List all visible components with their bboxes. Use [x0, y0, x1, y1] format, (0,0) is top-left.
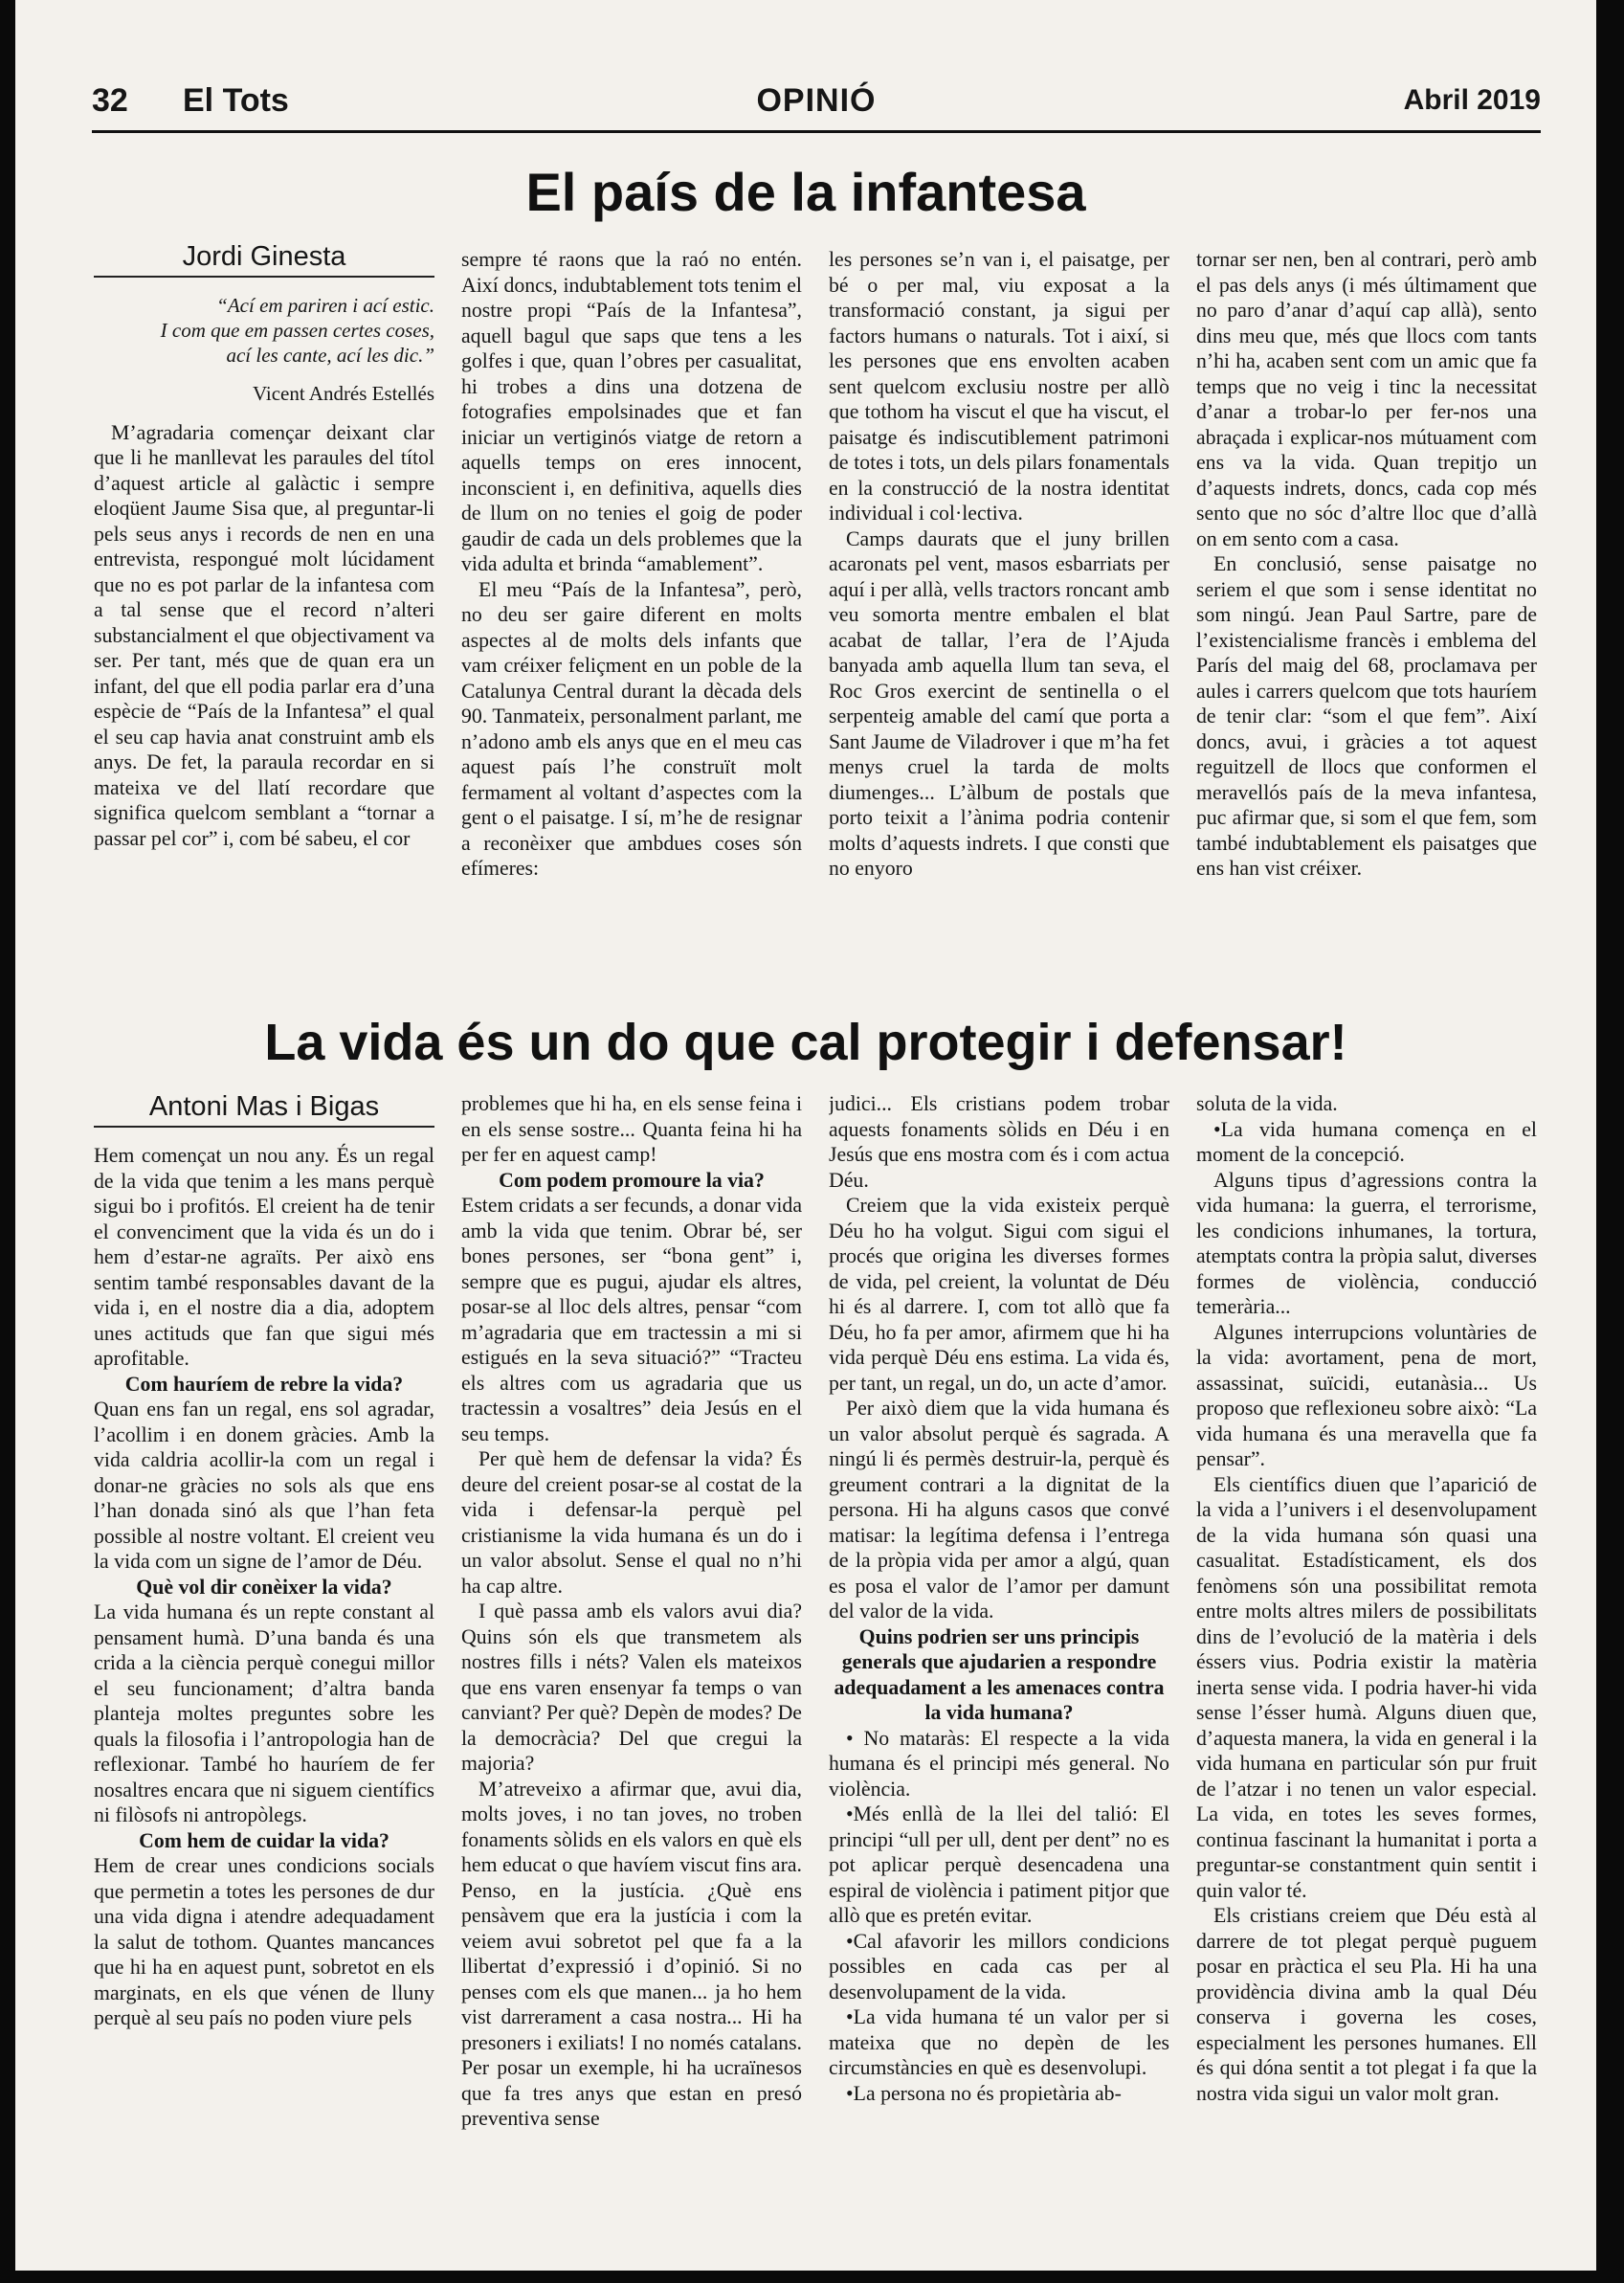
paragraph: Creiem que la vida existeix perquè Déu ho ha volgut. Sigui com sigui el procés que origina les diverses formes de vida, pel creient, la voluntat de Déu hi és al darrere. I, com tot allò que fa Déu, ho fa per amor, afirmem que hi ha vida perquè Déu ens estima. La vida és, per tant, un regal, un do, un acte d’amor. [829, 1194, 1169, 1395]
epigraph-line: “Ací em pariren i ací estic. [216, 294, 434, 317]
paragraph: tornar ser nen, ben al contrari, però amb el pas dels anys (i més últimament que no paro d’anar d’aquí cap allà), sento dins meu que, més que llocs com tants n’hi ha, acaben sent com un amic que fa temps que no veig i tinc la necessitat d’anar a trobar-lo per fer-nos una abraçada i explicar-nos mútuament com ens va la vida. Quan trepitjo un d’aquests indrets, doncs, cada cop més sento que no sóc d’altre lloc que d’allà on em sento com a casa. [1196, 248, 1537, 550]
column-body [461, 1091, 802, 2132]
epigraph-line: I com que em passen certes coses, [160, 319, 434, 342]
epigraph-author: Vicent Andrés Estellés [252, 382, 434, 405]
column-body [829, 1091, 1169, 2106]
article2-column-3 [829, 1091, 1169, 2206]
subheading: Com podem promoure la via? [499, 1168, 765, 1192]
subheading: Quins podrien ser uns principis generals que ajudarien a respondre adequadament a les amenaces contra la vida humana? [834, 1624, 1165, 1724]
paragraph: •Més enllà de la llei del talió: El principi “ull per ull, dent per dent” no es pot aplicar perquè desencadena una espiral de violència i patiment pitjor que allò que es pretén evitar. [829, 1802, 1169, 1927]
paragraph: les persones se’n van i, el paisatge, per bé o per mal, viu exposat a la transformació constant, ja sigui per factors humans o naturals. Tot i així, si les persones que ens envolten acaben sent quelcom exclusiu nostre per allò que tothom ha viscut el que ha viscut, el paisatge és indiscutiblement patrimoni de totes i tots, un dels pilars fonamentals en la construcció de la nostra identitat individual i col·lectiva. [829, 248, 1169, 525]
paragraph: Algunes interrupcions voluntàries de la vida: avortament, pena de mort, assassinat, suïcidi, eutanàsia... Us proposo que reflexioneu sobre això: “La vida humana és una meravella que fa pensar”. [1196, 1320, 1537, 1470]
paragraph: problemes que hi ha, en els sense feina i en els sense sostre... Quanta feina hi ha per fer en aquest camp! [461, 1092, 802, 1166]
paragraph: Alguns tipus d’agressions contra la vida humana: la guerra, el terrorisme, les condicions inhumanes, la tortura, atemptats contra la pròpia salut, diverses formes de violència, conducció temerària... [1196, 1168, 1537, 1318]
paragraph: Per això diem que la vida humana és un valor absolut perquè és sagrada. A ningú li és permès destruir-la, perquè és greument contrari a la dignitat de la persona. Hi ha alguns casos que convé matisar: la legítima defensa i l’entrega de la pròpia vida per amor a algú, quan es posa el valor de l’amor per damunt del valor de la vida. [829, 1397, 1169, 1623]
article2-column-2 [461, 1091, 802, 2206]
paragraph: I què passa amb els valors avui dia? Quins són els que transmetem als nostres fills i néts? Valen els mateixos que ens varen ensenyar fa temps o van canviant? Per què? Depèn de modes? De la democràcia? Del que cregui la majoria? [461, 1600, 802, 1775]
paragraph: Estem cridats a ser fecunds, a donar vida amb la vida que tenim. Obrar bé, ser bones persones, ser “bona gent” i, sempre que es pugui, ajudar els altres, posar-se al lloc dels altres, pensar “com m’agradaria que em tractessin a mi si estigués en la seva situació?” “Tracteu els altres com us agradaria que us tractessin a vosaltres” deia Jesús en el seu temps. [461, 1194, 802, 1445]
column-body [1196, 1091, 1537, 2106]
paragraph: •La persona no és propietària ab- [846, 2081, 1122, 2105]
article1-column-1 [94, 239, 434, 986]
section-name: OPINIÓ [756, 82, 877, 119]
paragraph: M’agradaria començar deixant clar que li he manllevat les paraules del títol d’aquest article al galàctic i sempre eloqüent Jaume Sisa que, al preguntar-li pels seus anys i records de nen en una entrevista, respongué molt lúcidament que no es pot parlar de la infantesa com a tal sense que el record n’alteri substancialment el que objectivament va ser. Per tant, més que de quan era un infant, del que ell podia parlar era d’una espècie de “País de la Infantesa” el qual el seu cap havia anat construint amb els anys. De fet, la paraula recordar en si mateixa ve del llatí recordare que significa quelcom semblant a “tornar a passar pel cor” i, com bé sabeu, el cor [94, 420, 434, 850]
subheading: Com hauríem de rebre la vida? [124, 1372, 404, 1396]
issue-date: Abril 2019 [1403, 84, 1541, 116]
paragraph: Hem de crear unes condicions socials que permetin a totes les persones de dur una vida digna i atendre adequadament la salut de tothom. Quantes mancances que hi ha en aquest punt, sobretot en els marginats, en els que vénen de lluny perquè al seu país no poden viure pels [94, 1854, 434, 2029]
article1-author: Jordi Ginesta [94, 239, 434, 278]
article1-column-3 [829, 247, 1169, 986]
publication-name: El Tots [183, 82, 289, 119]
subheading: Què vol dir conèixer la vida? [136, 1575, 392, 1599]
paragraph: Els científics diuen que l’aparició de la vida a l’univers i el desenvolupament de la vida humana són quasi una casualitat. Estadísticament, els dos fenòmens són una possibilitat remota entre molts altres milers de possibilitats dins de l’evolució de la matèria i dels éssers vius. Podria existir la matèria inerta sense vida. I podria haver-hi vida sense l’ésser humà. Alguns diuen que, d’aquesta manera, la vida en general i la vida humana en particular són pur fruit de l’atzar i no tenen un valor especial. La vida, en totes les seves formes, continua fascinant la humanitat i porta a preguntar-se constantment quin sentit i quin valor té. [1196, 1472, 1537, 1902]
article2-author: Antoni Mas i Bigas [94, 1089, 434, 1128]
paragraph: Hem començat un nou any. És un regal de la vida que tenim a les mans perquè sigui bo i profitós. El creient ha de tenir el convenciment que la vida és un do i hem d’estar-ne agraïts. Per això ens sentim també responsables davant de la vida i, en el nostre dia a dia, adoptem unes actituds que fan que sigui més aprofitable. [94, 1144, 434, 1370]
page-header [92, 80, 1541, 133]
paragraph: En conclusió, sense paisatge no seriem el que som i sense identitat no som ningú. Jean Paul Sartre, pare de l’existencialisme francès i emblema del París del maig del 68, proclamava per aules i carrers quelcom que tots hauríem de tenir clar: “som el que fem”. Així doncs, avui, i gràcies a tot aquest reguitzell de llocs que conformen el meravellós país de la meva infantesa, puc afirmar que, si som el que fem, som també indubtablement els paisatges que ens han vist créixer. [1196, 552, 1537, 880]
paragraph: soluta de la vida. [1196, 1092, 1338, 1115]
paragraph: • No mataràs: El respecte a la vida humana és el principi més general. No violència. [829, 1726, 1169, 1801]
paragraph: Quan ens fan un regal, ens sol agradar, l’acollim i en donem gràcies. Amb la vida caldria acollir-la com un regal i donar-ne gràcies no sols als que ens l’han donada sinó als que l’han feta possible al nostre voltant. El creient veu la vida com un signe de l’amor de Déu. [94, 1398, 434, 1573]
paragraph: •La vida humana comença en el moment de la concepció. [1196, 1117, 1537, 1166]
paragraph: judici... Els cristians podem trobar aquests fonaments sòlids en Déu i en Jesús que ens mostra com és i com actua Déu. [829, 1092, 1169, 1192]
subheading: Com hem de cuidar la vida? [139, 1828, 389, 1852]
paragraph: La vida humana és un repte constant al pensament humà. D’una banda és una crida a la ciència perquè conegui millor el seu funcionament; d’altra banda planteja moltes preguntes sobre les quals la filosofia i l’antropologia han de reflexionar. També ho hauríem de fer nosaltres encara que ni siguem científics ni filòsofs ni antropòlegs. [94, 1600, 434, 1826]
paragraph: •La vida humana té un valor per si mateixa que no depèn de les circumstàncies en què es desenvolupi. [829, 2005, 1169, 2079]
page-number: 32 [92, 82, 128, 119]
article1-title: El país de la infantesa [525, 162, 1086, 222]
paragraph: M’atreveixo a afirmar que, avui dia, molts joves, i no tan joves, no troben fonaments sòlids en els valors en què els hem educat o que havíem viscut fins ara. Penso, en la justícia. ¿Què ens pensàvem que era la justícia i com la veiem avui sobretot pel que fa a la llibertat d’expressió i d’opinió. Si no penses com els que manen... ja ho hem vist darrerament a casa nostra... Hi ha presoners i exiliats! I no només catalans. Per posar un exemple, hi ha ucraïnesos que fa tres anys que estan en presó preventiva sense [461, 1777, 802, 2130]
epigraph [94, 293, 434, 368]
paragraph: Els cristians creiem que Déu està al darrere de tot plegat perquè puguem posar en pràctica el seu Pla. Hi ha una providència divina amb la qual Déu conserva i governa les coses, especialment les persones humanes. Ell és qui dóna sentit a tot plegat i fa que la nostra vida sigui un valor molt gran. [1196, 1904, 1537, 2105]
article1-column-2 [461, 247, 802, 986]
article2-column-4 [1196, 1091, 1537, 2206]
newspaper-page [15, 0, 1596, 2271]
article2-column-1 [94, 1089, 434, 2205]
paragraph: Per què hem de defensar la vida? És deure del creient posar-se al costat de la vida i defensar-la perquè pel cristianisme la vida humana és un do i un valor absolut. Sense el qual no n’hi ha cap altre. [461, 1447, 802, 1598]
article1-column-4 [1196, 247, 1537, 986]
paragraph: Camps daurats que el juny brillen acaronats pel vent, masos esbarriats per aquí i per allà, vells tractors roncant amb veu somorta mentre embalen el blat acabat de tallar, l’era de l’Ajuda banyada amb aquella llum tan seva, el Roc Gros exercint de sentinella o el serpenteig amable del camí que porta a Sant Jaume de Viladrover i que m’ha fet menys cruel la tarda de molts diumenges... L’àlbum de postals que porto teixit a l’ànima podria contenir molts d’aquests indrets. I que consti que no enyoro [829, 526, 1169, 880]
paragraph: sempre té raons que la raó no entén. Així doncs, indubtablement tots tenim el nostre propi “País de la Infantesa”, aquell bagul que saps que tens a les golfes i que, quan l’obres per casualitat, hi trobes a dins una dotzena de fotografies empolsinades que et fan iniciar un vertiginós viatge de retorn a aquells temps on eres innocent, inconscient i, en definitiva, aquells dies de llum on no tenies el goig de poder gaudir de cada un dels problemes que la vida adulta et brinda “amablement”. [461, 248, 802, 575]
paragraph: El meu “País de la Infantesa”, però, no deu ser gaire diferent en molts aspectes al de molts dels infants que vam créixer feliçment en un poble de la Catalunya Central durant la dècada dels 90. Tanmateix, personalment parlant, me n’adono amb els anys que en el meu cas aquest país l’he construït molt fermament al voltant d’aspectes com la gent o el paisatge. I sí, m’he de resignar a reconèixer que ambdues coses són efímeres: [461, 577, 802, 880]
column-body [94, 1143, 434, 2031]
epigraph-line: ací les cante, ací les dic.” [226, 344, 434, 367]
paragraph: •Cal afavorir les millors condicions possibles en cada cas per al desenvolupament de la vida. [829, 1929, 1169, 2003]
article2-title: La vida és un do que cal protegir i defensar! [264, 1014, 1347, 1071]
